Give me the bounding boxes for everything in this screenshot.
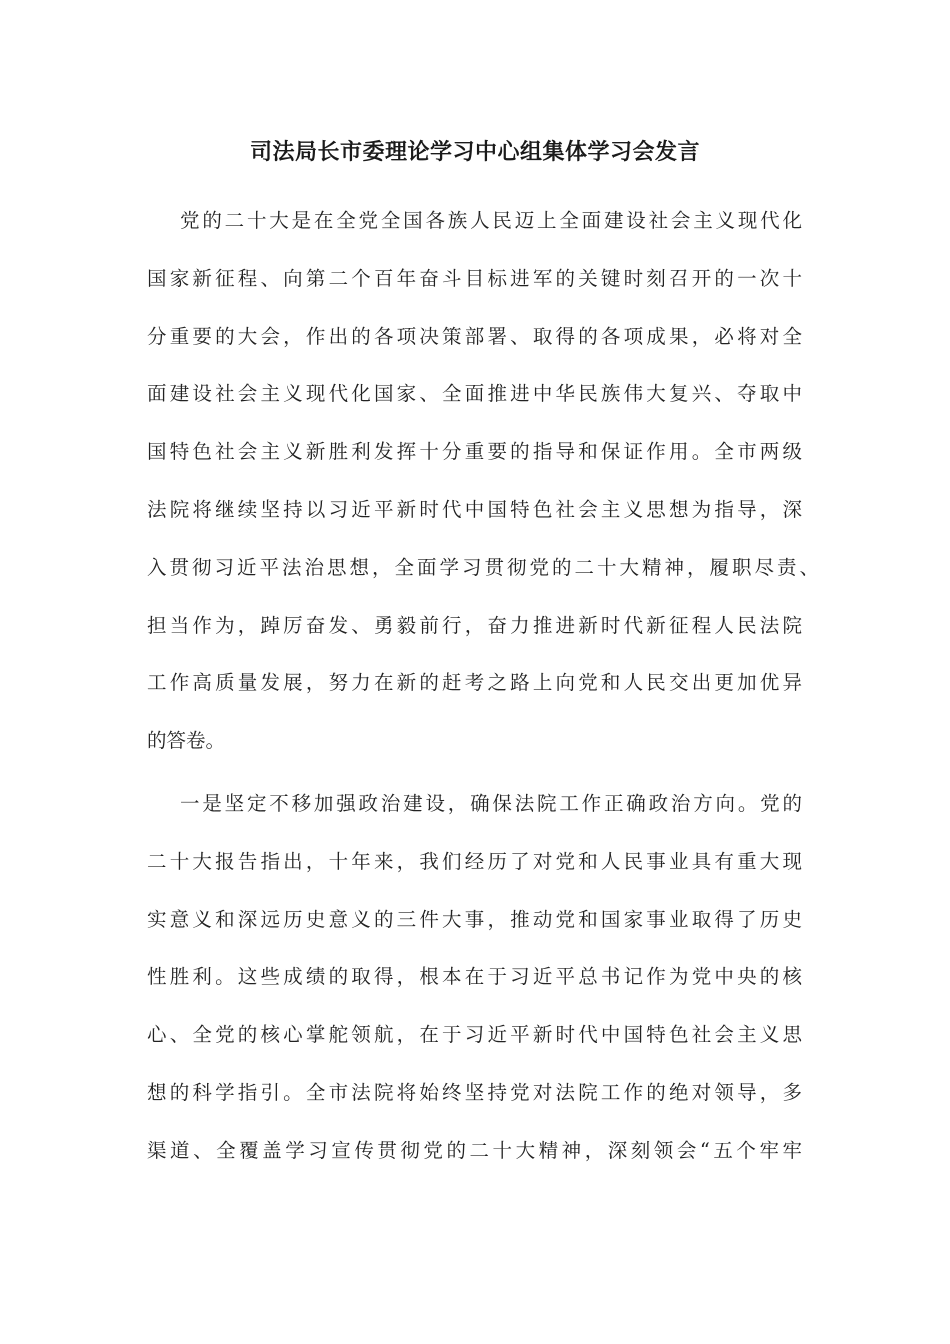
paragraph-line: 性胜利。这些成绩的取得，根本在于习近平总书记作为党中央的核 (147, 965, 802, 989)
paragraph-line: 工作高质量发展，努力在新的赶考之路上向党和人民交出更加优异 (147, 671, 802, 695)
paragraph-line: 的答卷。 (147, 729, 226, 753)
paragraph-line: 二十大报告指出，十年来，我们经历了对党和人民事业具有重大现 (147, 849, 802, 873)
paragraph-line: 心、全党的核心掌舵领航，在于习近平新时代中国特色社会主义思 (147, 1023, 802, 1047)
paragraph-line: 国家新征程、向第二个百年奋斗目标进军的关键时刻召开的一次十 (147, 266, 802, 290)
paragraph-line: 分重要的大会，作出的各项决策部署、取得的各项成果，必将对全 (147, 324, 802, 348)
paragraph-line: 担当作为，踔厉奋发、勇毅前行，奋力推进新时代新征程人民法院 (147, 613, 802, 637)
document-title: 司法局长市委理论学习中心组集体学习会发言 (249, 140, 700, 165)
paragraph-line: 面建设社会主义现代化国家、全面推进中华民族伟大复兴、夺取中 (147, 382, 802, 406)
paragraph-line: 实意义和深远历史意义的三件大事，推动党和国家事业取得了历史 (147, 907, 802, 931)
paragraph-line: 入贯彻习近平法治思想，全面学习贯彻党的二十大精神，履职尽责、 (147, 555, 819, 579)
paragraph-line: 渠道、全覆盖学习宣传贯彻党的二十大精神，深刻领会“五个牢牢 (147, 1138, 802, 1162)
paragraph-line: 国特色社会主义新胜利发挥十分重要的指导和保证作用。全市两级 (147, 440, 802, 464)
paragraph-line: 党的二十大是在全党全国各族人民迈上全面建设社会主义现代化 (180, 209, 802, 232)
paragraph-line: 一是坚定不移加强政治建设，确保法院工作正确政治方向。党的 (180, 792, 802, 815)
paragraph-1 (147, 192, 819, 770)
paragraph-2 (147, 775, 802, 1180)
paragraph-line: 法院将继续坚持以习近平新时代中国特色社会主义思想为指导，深 (147, 497, 802, 521)
paragraph-line: 想的科学指引。全市法院将始终坚持党对法院工作的绝对领导，多 (147, 1080, 802, 1104)
